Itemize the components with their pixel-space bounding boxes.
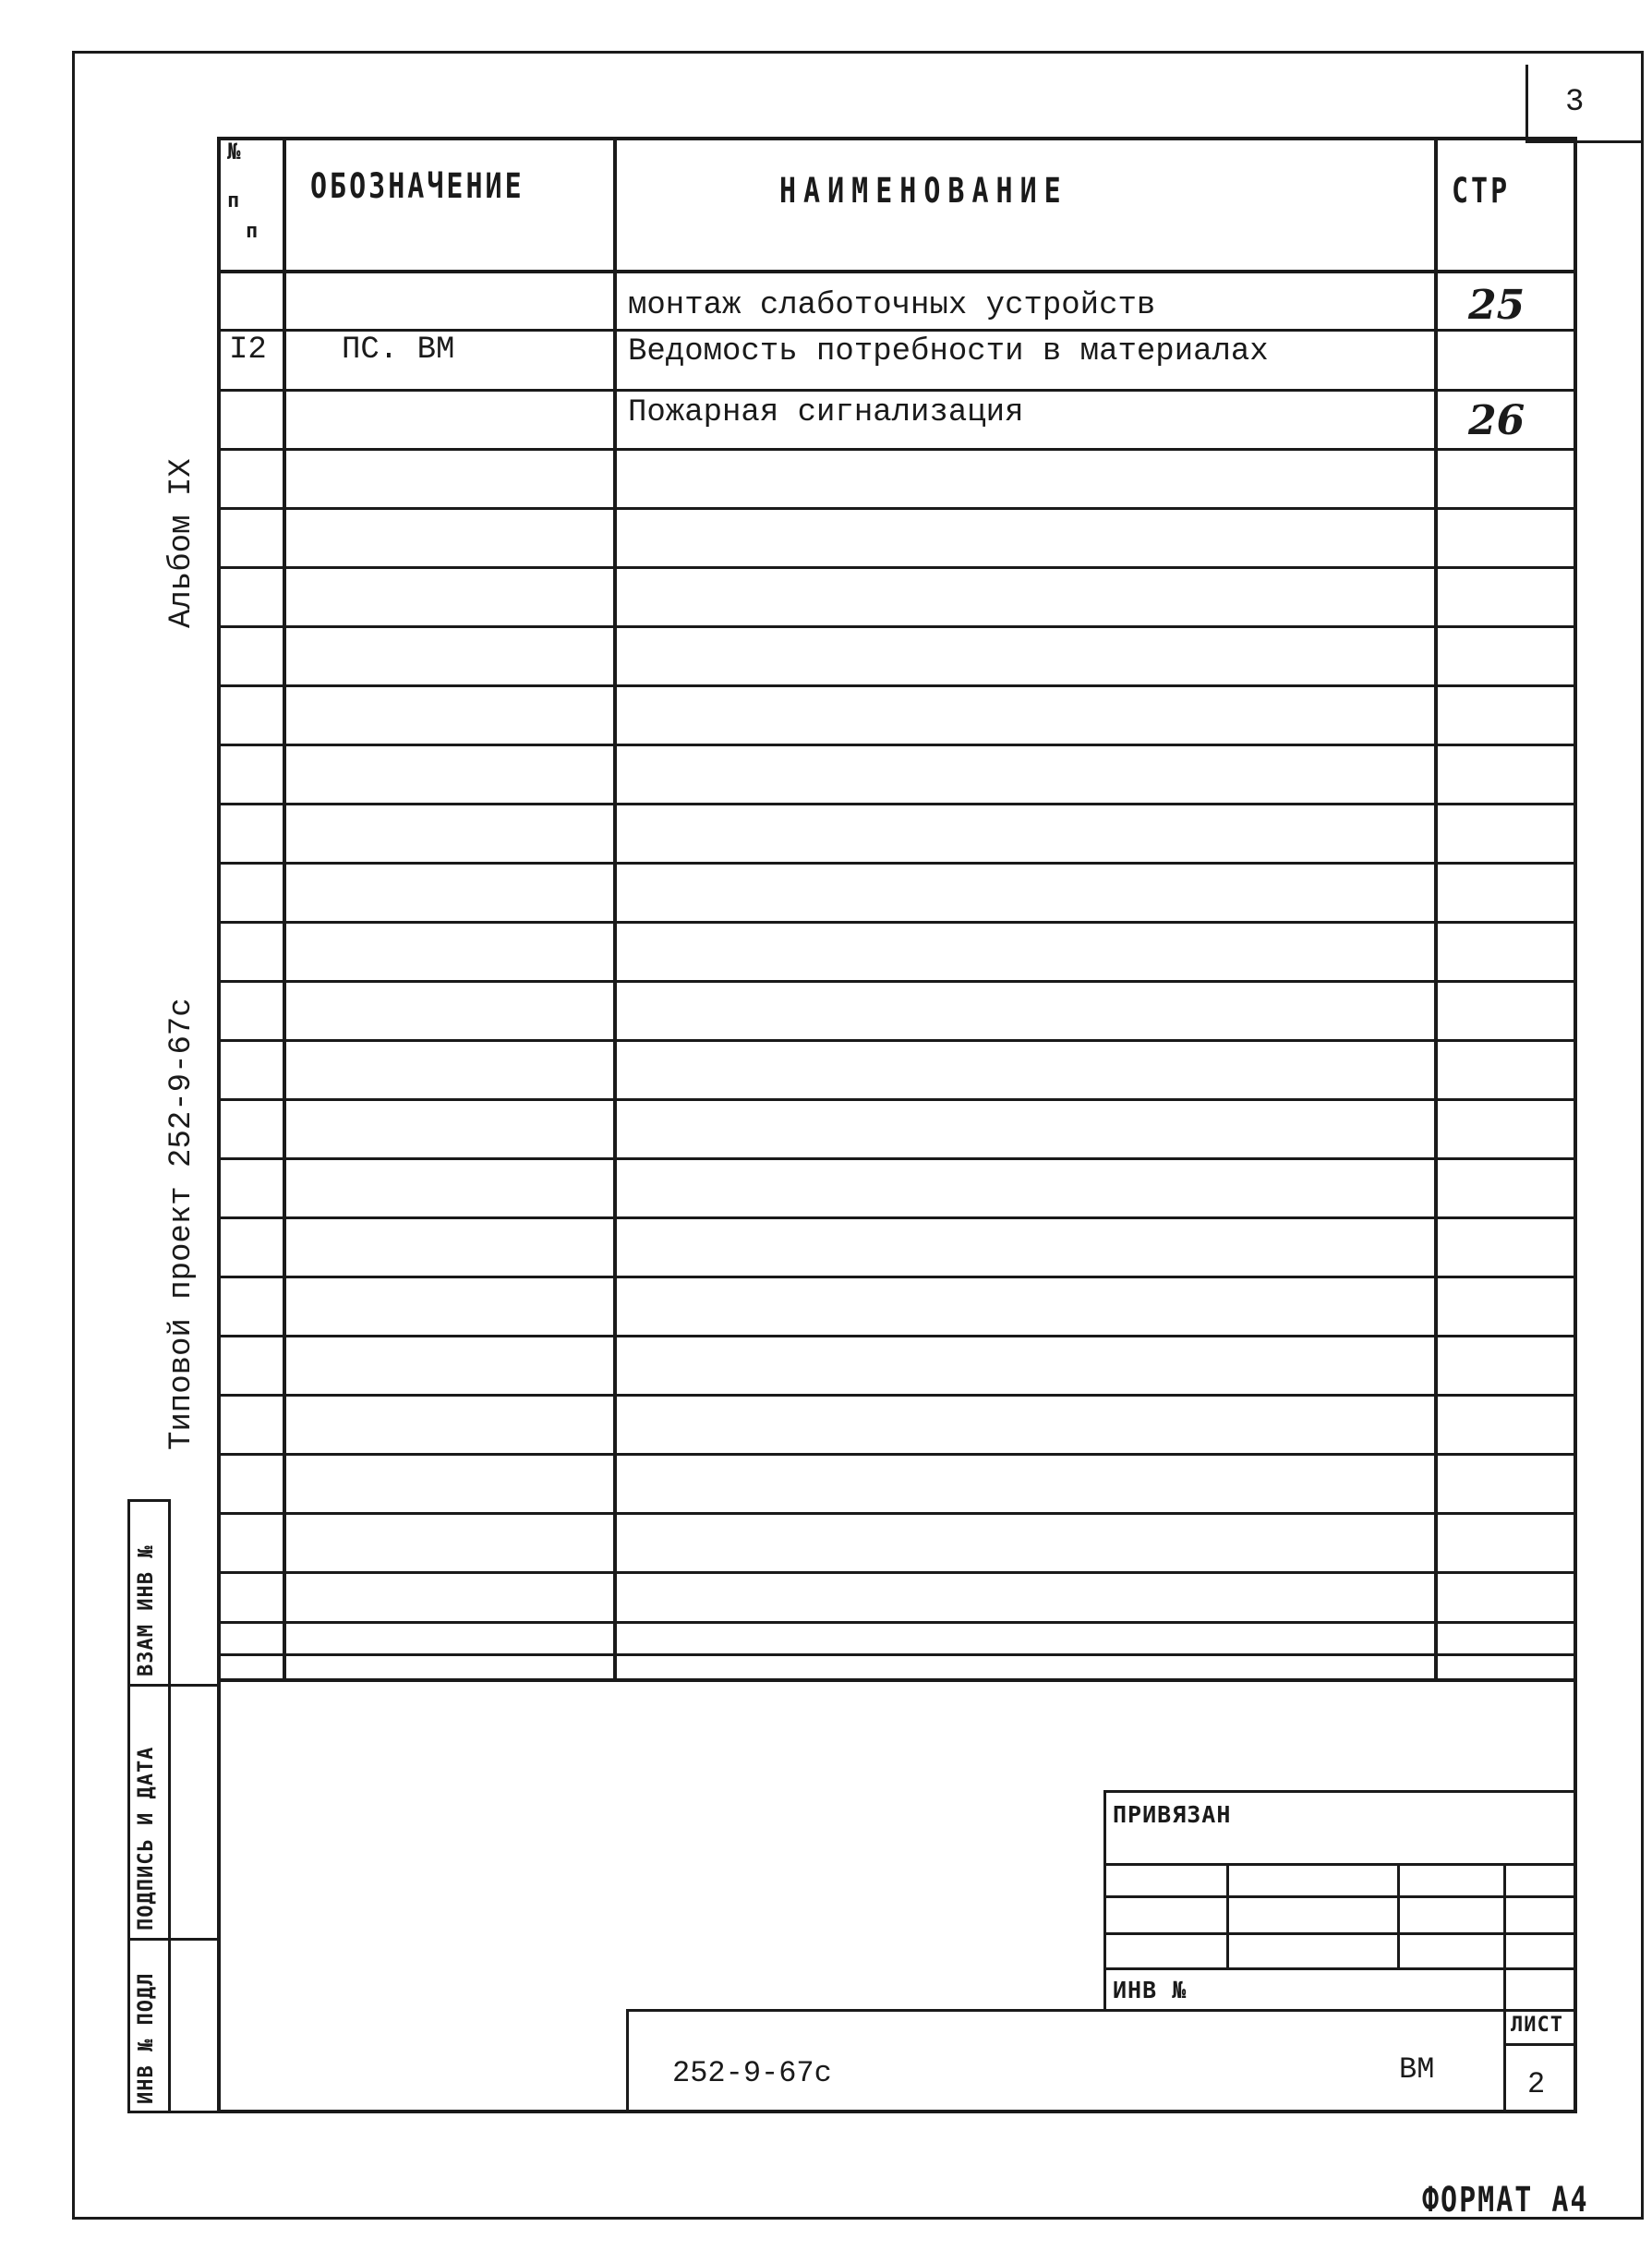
sheet-number-box-line bbox=[1525, 65, 1528, 143]
inv-podl-label: ИНВ № ПОДЛ bbox=[135, 1972, 158, 2104]
row-designation: ПС. ВМ bbox=[342, 333, 455, 368]
vzam-label: ВЗАМ ИНВ № bbox=[135, 1544, 158, 1676]
document-mark: ВМ bbox=[1399, 2052, 1435, 2087]
sheet-number: 3 bbox=[1565, 85, 1585, 120]
row-page: 26 bbox=[1468, 397, 1525, 444]
document-code: 252-9-67с bbox=[672, 2056, 832, 2090]
list-number: 2 bbox=[1527, 2067, 1546, 2101]
header-num: № bbox=[227, 139, 242, 164]
header-num-p2: п bbox=[246, 220, 259, 243]
format-label: ФОРМАТ А4 bbox=[1422, 2180, 1589, 2221]
header-num-p1: п bbox=[227, 189, 241, 212]
inv-no-label: ИНВ № bbox=[1113, 1977, 1188, 2003]
row-page: 25 bbox=[1468, 282, 1525, 329]
privyazan-label: ПРИВЯЗАН bbox=[1113, 1801, 1232, 1828]
column-separator bbox=[1434, 137, 1438, 1681]
header-divider bbox=[217, 270, 1576, 273]
album-label: Альбом IX bbox=[164, 458, 199, 628]
column-separator bbox=[283, 137, 286, 1681]
list-label: ЛИСТ bbox=[1511, 2014, 1563, 2037]
project-label: Типовой проект 252-9-67с bbox=[164, 998, 199, 1450]
row-num: I2 bbox=[229, 333, 267, 368]
podpis-label: ПОДПИСЬ И ДАТА bbox=[135, 1746, 158, 1930]
sheet-number-box-line bbox=[1525, 140, 1644, 143]
header-name: НАИМЕНОВАНИЕ bbox=[779, 171, 1068, 212]
row-name: Ведомость потребности в материалах bbox=[628, 334, 1269, 369]
row-name: Пожарная сигнализация bbox=[628, 395, 1024, 430]
header-designation: ОБОЗНАЧЕНИЕ bbox=[310, 166, 525, 207]
row-name: монтаж слаботочных устройств bbox=[628, 288, 1156, 323]
header-page: СТР bbox=[1452, 171, 1511, 212]
column-separator bbox=[613, 137, 617, 1681]
